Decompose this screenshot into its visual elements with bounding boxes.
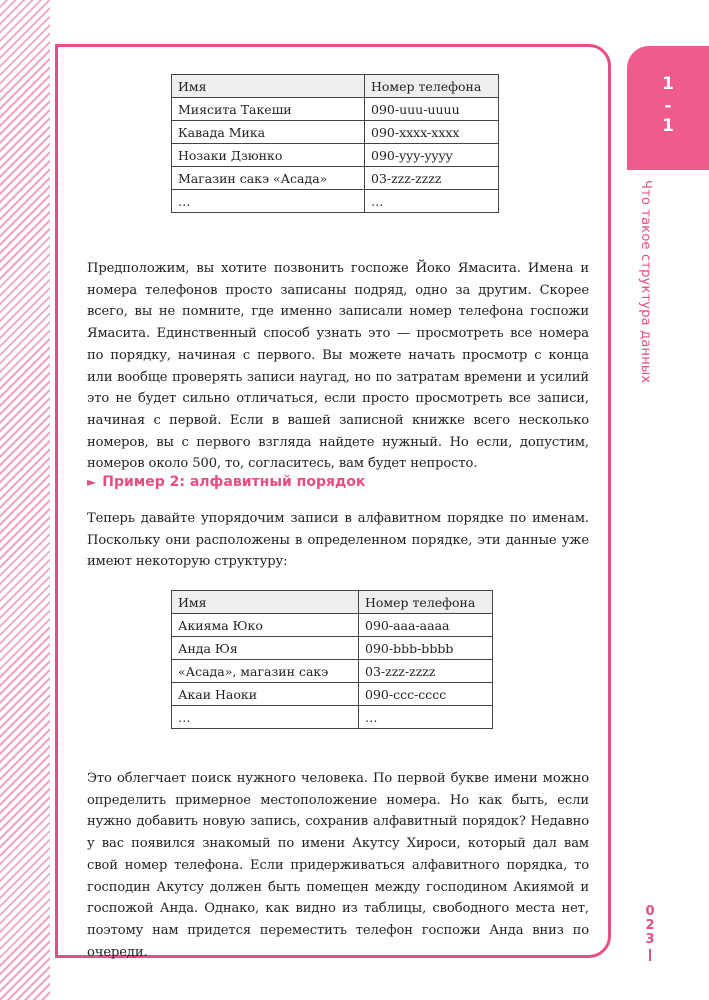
phone-table-unsorted [171,74,499,213]
table-cell-phone: 090-uuu-uuuu [365,98,499,121]
decorative-hatch-strip [0,0,50,1000]
paragraph-alphabetical-intro: Теперь давайте упорядочим записи в алфавитном порядке по именам. Поскольку они расположены в определенном порядке, эти данные уже имеют некоторую структуру: [87,511,589,570]
table-cell-name: … [172,190,365,213]
table-header-name: Имя [172,591,359,614]
table-cell-phone: … [365,190,499,213]
chapter-tab [627,46,709,170]
table-row [172,121,499,144]
phone-table-alphabetical [171,590,493,729]
chapter-separator: - [664,96,672,116]
section-number: 1 [662,116,674,136]
table-row [172,683,493,706]
table-cell-name: Магазин сакэ «Асада» [172,167,365,190]
table-header-phone: Номер телефона [359,591,493,614]
table-cell-phone: … [359,706,493,729]
table-cell-name: … [172,706,359,729]
table-cell-phone: 090-ccc-cccc [359,683,493,706]
table-cell-phone: 03-zzz-zzzz [359,660,493,683]
table-header-row [172,75,499,98]
table-header-name: Имя [172,75,365,98]
table-cell-name: «Асада», магазин сакэ [172,660,359,683]
example-2-title: Пример 2: алфавитный порядок [102,474,366,490]
table-cell-name: Акаи Наоки [172,683,359,706]
paragraph-linear-search: Предположим, вы хотите позвонить госпоже Йоко Ямасита. Имена и номера телефонов просто записаны подряд, одно за другим. Скорее всего, вы не помните, где именно записали номер телефона госпожи Ямасита. Единственный способ узнать это — просмотреть все номера по порядку, начиная с первого. Вы можете начать просмотр с конца или вообще проверять записи наугад, но по затратам времени и усилий это не будет сильно отличаться, если просто просмотреть все записи, начиная с первой. Если в вашей записной книжке всего несколько номеров, вы с первого взгляда найдете нужный. Но если, допустим, номеров около 500, то, согласитесь, вам будет непросто. [87,261,589,472]
section-title-vertical: Что такое структура данных [638,180,653,384]
table-cell-phone: 03-zzz-zzzz [365,167,499,190]
table-cell-phone: 090-yyy-yyyy [365,144,499,167]
example-2-heading [87,474,365,490]
chapter-number: 1 [662,74,674,94]
triangle-marker-icon: ► [87,475,97,489]
table-cell-name: Анда Юя [172,637,359,660]
paragraph-insertion-problem: Это облегчает поиск нужного человека. По первой букве имени можно определить примерное местоположение номера. Но как быть, если нужно добавить новую запись, сохранив алфавитный порядок? Недавно у вас появился знакомый по имени Акутсу Хироси, который дал вам свой номер телефона. Если придерживаться алфавитного порядка, то господин Акутсу должен быть помещен между господином Акиямой и госпожой Анда. Однако, как видно из таблицы, свободного места нет, поэтому нам придется переместить телефон госпожи Анда вниз по очереди. [87,771,589,960]
table-header-row [172,591,493,614]
page-number-digit: 2 [645,918,655,933]
page-number-bar [649,949,651,961]
table-row [172,190,499,213]
table-row [172,167,499,190]
table-cell-name: Миясита Такеши [172,98,365,121]
table-cell-name: Акияма Юко [172,614,359,637]
page-number [640,905,660,961]
table-row [172,144,499,167]
page-number-digit: 3 [645,932,655,947]
table-cell-phone: 090-xxxx-xxxx [365,121,499,144]
table-row [172,660,493,683]
table-row [172,614,493,637]
table-cell-name: Кавада Мика [172,121,365,144]
table-cell-name: Нозаки Дзюнко [172,144,365,167]
table-row [172,98,499,121]
page-number-digit: 0 [645,904,655,919]
table-cell-phone: 090-bbb-bbbb [359,637,493,660]
table-row [172,706,493,729]
table-header-phone: Номер телефона [365,75,499,98]
table-cell-phone: 090-aaa-aaaa [359,614,493,637]
table-row [172,637,493,660]
